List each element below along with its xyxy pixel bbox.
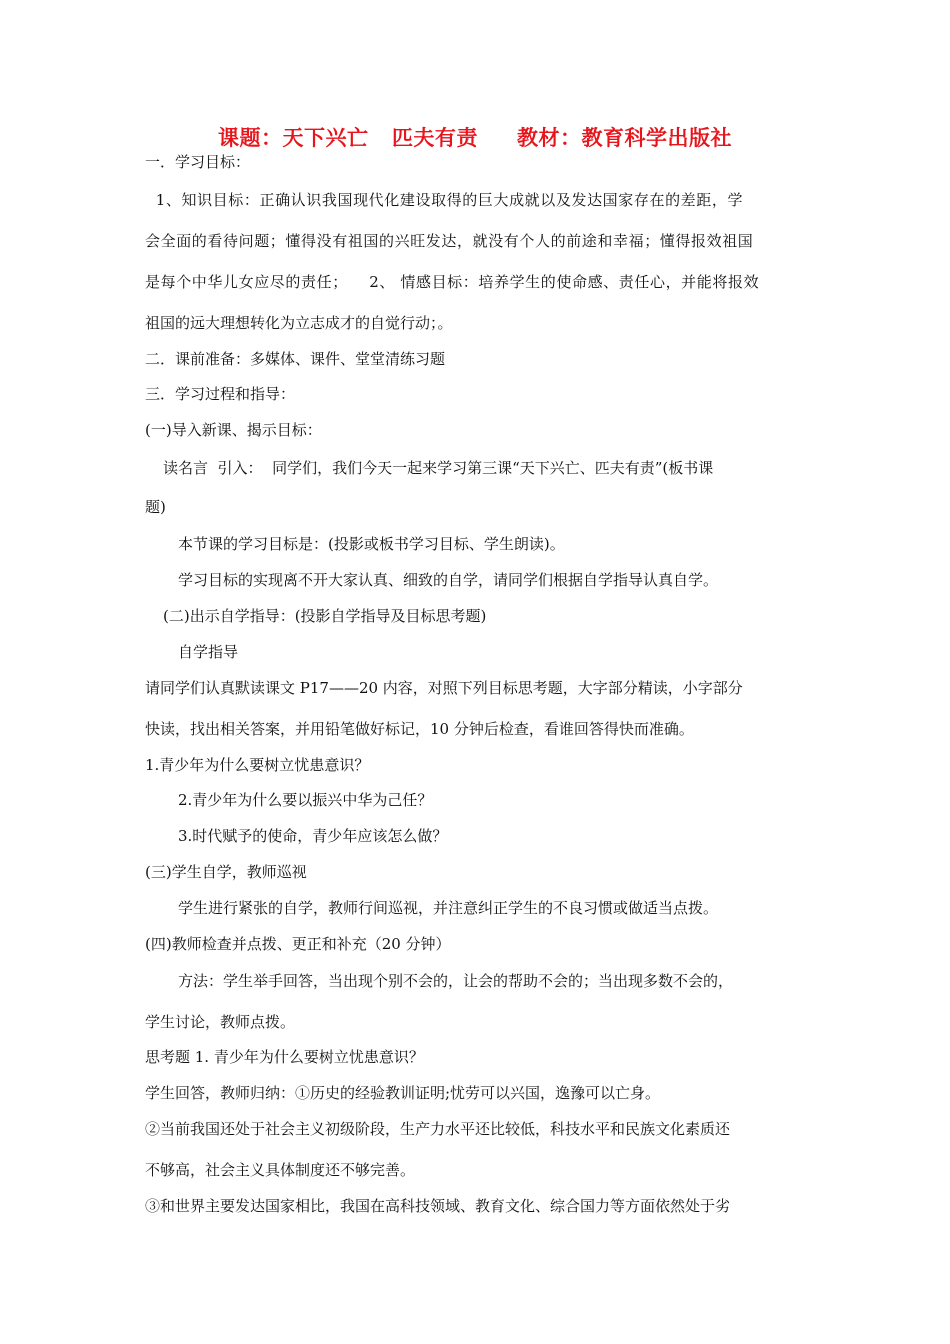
section-heading-objectives: 一．学习目标： (145, 153, 251, 171)
question-item: 2.青少年为什么要以振兴中华为己任？ (178, 791, 433, 809)
question-item: 1.青少年为什么要树立忧患意识？ (145, 756, 370, 774)
text-line: 方法：学生举手回答，当出现个别不会的，让会的帮助不会的；当出现多数不会的， (178, 972, 734, 990)
subsection-heading: (三)学生自学，教师巡视 (145, 863, 307, 881)
section-heading-preparation: 二．课前准备：多媒体、课件、堂堂清练习题 (145, 350, 446, 368)
text-line: 祖国的远大理想转化为立志成才的自觉行动；。 (145, 314, 453, 332)
subsection-heading: (四)教师检查并点拨、更正和补充（20 分钟） (145, 935, 451, 953)
text-line: 请同学们认真默读课文 P17——20 内容，对照下列目标思考题，大字部分精读，小字部分 (145, 679, 743, 697)
text-line: 学习目标的实现离不开大家认真、细致的自学，请同学们根据自学指导认真自学。 (178, 571, 719, 589)
text-line: 本节课的学习目标是：(投影或板书学习目标、学生朗读)。 (178, 535, 565, 553)
text-line: 1、知识目标：正确认识我国现代化建设取得的巨大成就以及发达国家存在的差距，学 (145, 191, 744, 209)
subsection-heading: (二)出示自学指导：(投影自学指导及目标思考题) (163, 607, 487, 625)
text-line: 学生进行紧张的自学，教师行间巡视，并注意纠正学生的不良习惯或做适当点拨。 (178, 899, 719, 917)
text-line: 快读，找出相关答案，并用铅笔做好标记，10 分钟后检查，看谁回答得快而准确。 (145, 720, 694, 738)
text-line: 学生讨论，教师点拨。 (145, 1013, 296, 1031)
section-heading-process: 三．学习过程和指导： (145, 385, 296, 403)
document-title: 课题：天下兴亡 匹夫有责 教材：教育科学出版社 (218, 126, 732, 150)
text-line: ③和世界主要发达国家相比，我国在高科技领域、教育文化、综合国力等方面依然处于劣 (145, 1197, 731, 1215)
text-line: ②当前我国还处于社会主义初级阶段，生产力水平还比较低，科技水平和民族文化素质还 (145, 1120, 731, 1138)
text-line: 学生回答，教师归纳：①历史的经验教训证明;忧劳可以兴国，逸豫可以亡身。 (145, 1084, 661, 1102)
text-line: 不够高，社会主义具体制度还不够完善。 (145, 1161, 416, 1179)
text-line: 会全面的看待问题；懂得没有祖国的兴旺发达，就没有个人的前途和幸福；懂得报效祖国 (145, 232, 754, 250)
text-line: 读名言 引入： 同学们，我们今天一起来学习第三课“天下兴亡、匹夫有责”(板书课 (163, 459, 714, 477)
text-line: 题) (145, 498, 166, 516)
question-item: 3.时代赋予的使命，青少年应该怎么做？ (178, 827, 448, 845)
text-line: 自学指导 (178, 643, 239, 661)
text-line: 思考题 1. 青少年为什么要树立忧患意识？ (145, 1048, 424, 1066)
text-line: 是每个中华儿女应尽的责任； 2、 情感目标：培养学生的使命感、责任心，并能将报效 (145, 273, 760, 291)
subsection-heading: (一)导入新课、揭示目标： (145, 421, 322, 439)
